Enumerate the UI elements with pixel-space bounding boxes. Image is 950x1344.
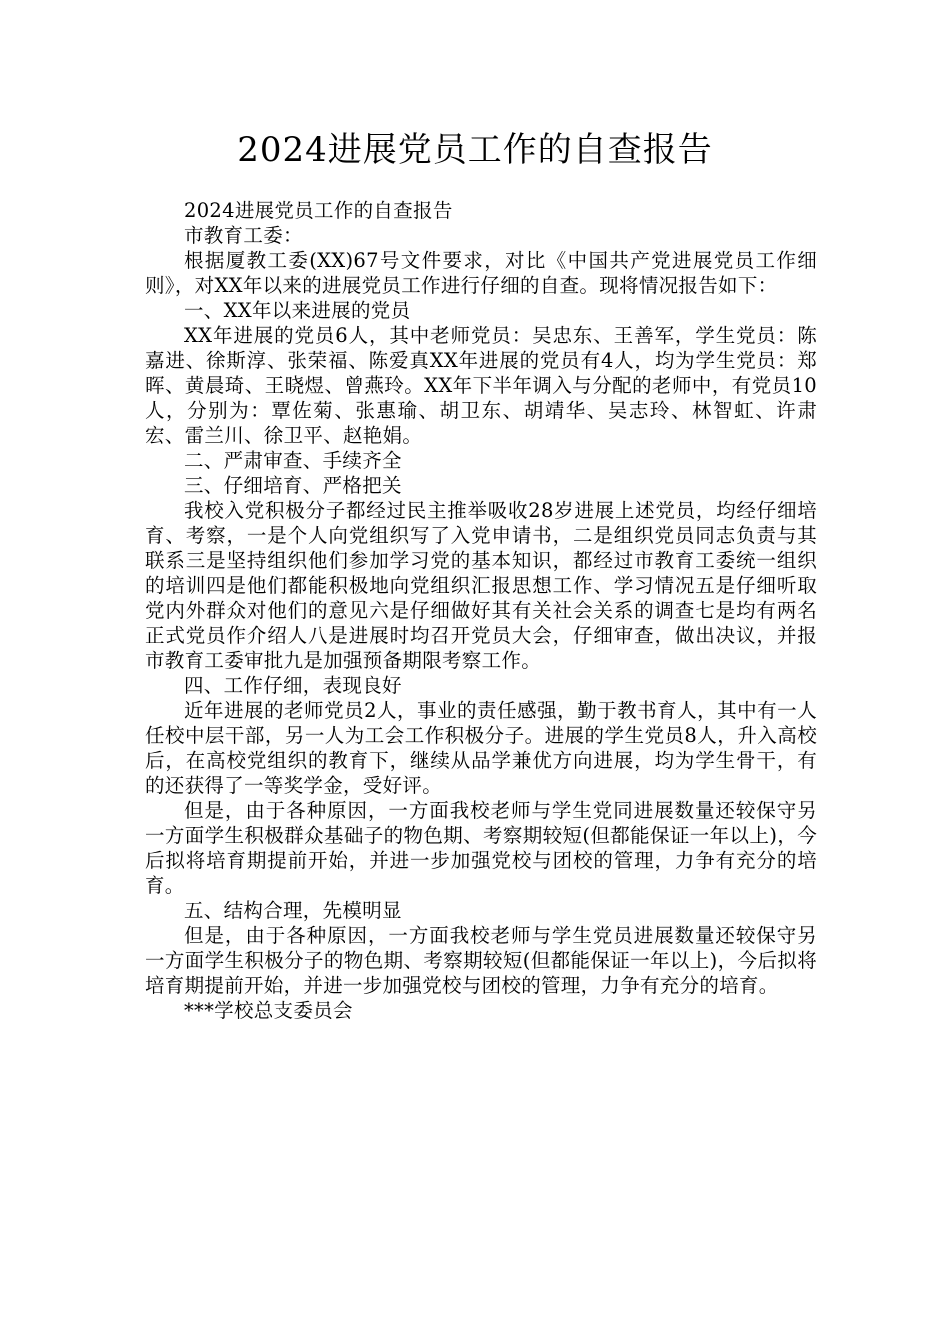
paragraph-section-4a: 近年进展的老师党员2人，事业的责任感强，勤于教书育人，其中有一人任校中层干部，另一人为工会工作积极分子。进展的学生党员8人，升入高校后，在高校党组织的教育下，继续从品学兼优方向进展，均为学生骨干，有的还获得了一等奖学金，受好评。: [145, 699, 817, 797]
paragraph-section-5: 但是，由于各种原因，一方面我校老师与学生党员进展数量还较保守另一方面学生积极分子的物色期、考察期较短(但都能保证一年以上)，今后拟将培育期提前开始，并进一步加强党校与团校的管理，力争有充分的培育。: [145, 924, 817, 997]
paragraph-heading-repeat: 2024进展党员工作的自查报告: [184, 199, 453, 222]
paragraph-addressee: 市教育工委：: [184, 224, 303, 247]
paragraph-intro: 根据厦教工委(XX)67号文件要求，对比《中国共产党进展党员工作细则》，对XX年以来的进展党员工作进行仔细的自查。现将情况报告如下：: [145, 249, 817, 297]
paragraph-section-1: XX年进展的党员6人，其中老师党员：吴忠东、王善军，学生党员：陈嘉进、徐斯淳、张荣福、陈爱真XX年进展的党员有4人，均为学生党员：郑晖、黄晨琦、王晓煜、曾燕玲。XX年下半年调入与分配的老师中，有党员10人，分别为：覃佐菊、张惠瑜、胡卫东、胡靖华、吴志玲、林智虹、许肃宏、雷兰川、徐卫平、赵艳娟。: [145, 324, 817, 447]
section-heading-2: 二、严肃审查、手续齐全: [184, 449, 402, 472]
signature-line: ***学校总支委员会: [184, 999, 353, 1022]
section-heading-1: 一、XX年以来进展的党员: [184, 299, 411, 322]
document-body: [145, 198, 817, 1023]
section-heading-3: 三、仔细培育、严格把关: [184, 474, 402, 497]
section-heading-5: 五、结构合理，先模明显: [184, 899, 402, 922]
document-title: 2024进展党员工作的自查报告: [237, 130, 713, 170]
paragraph-section-4b: 但是，由于各种原因，一方面我校老师与学生党同进展数量还较保守另一方面学生积极群众基础子的物色期、考察期较短(但都能保证一年以上)，今后拟将培育期提前开始，并进一步加强党校与团校的管理，力争有充分的培育。: [145, 799, 817, 897]
paragraph-section-3: 我校入党积极分子都经过民主推举吸收28岁进展上述党员，均经仔细培育、考察，一是个人向党组织写了入党申请书，二是组织党员同志负责与其联系三是坚持组织他们参加学习党的基本知识，都经过市教育工委统一组织的培训四是他们都能积极地向党组织汇报思想工作、学习情况五是仔细听取党内外群众对他们的意见六是仔细做好其有关社会关系的调查七是均有两名正式党员作介绍人八是进展时均召开党员大会，仔细审查，做出决议，并报市教育工委审批九是加强预备期限考察工作。: [145, 499, 817, 672]
section-heading-4: 四、工作仔细，表现良好: [184, 674, 402, 697]
